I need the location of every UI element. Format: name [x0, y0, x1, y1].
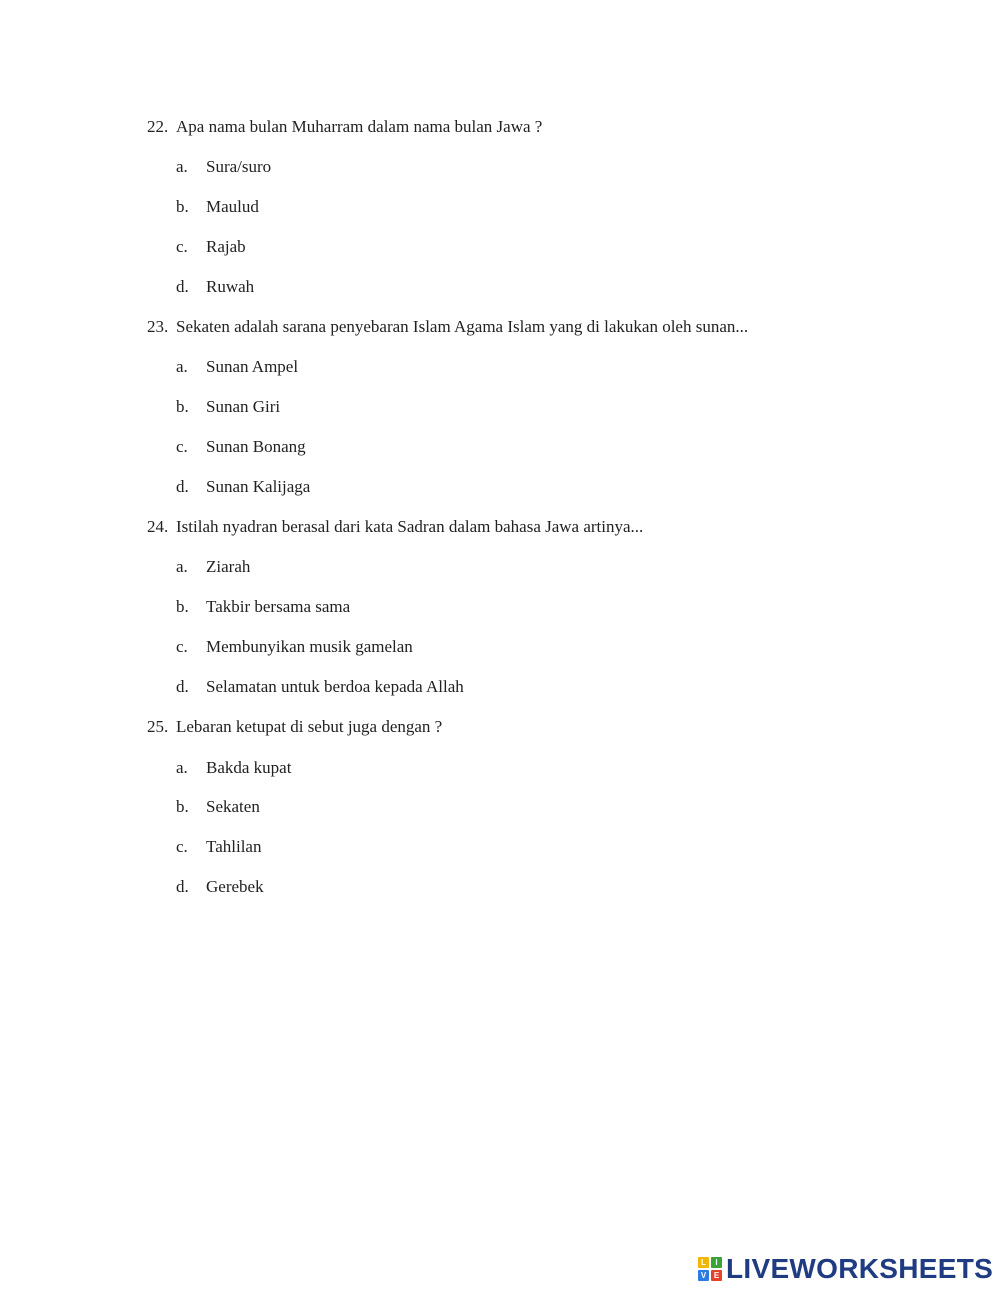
option-text: Ruwah: [206, 277, 255, 296]
option-text: Gerebek: [206, 877, 264, 896]
option-text: Ziarah: [206, 557, 251, 576]
question-25-option-d[interactable]: [176, 876, 264, 898]
option-text: Sunan Ampel: [206, 357, 299, 376]
question-text: Apa nama bulan Muharram dalam nama bulan Jawa ?: [176, 117, 543, 136]
logo-icon-tile-v: V: [698, 1270, 709, 1281]
option-text: Bakda kupat: [206, 758, 292, 777]
logo-icon-tile-i: I: [711, 1257, 722, 1268]
option-letter: c.: [176, 637, 188, 656]
question-text: Sekaten adalah sarana penyebaran Islam Agama Islam yang di lakukan oleh sunan...: [176, 317, 749, 336]
logo-icon-tile-e: E: [711, 1270, 722, 1281]
option-letter: c.: [176, 837, 188, 856]
option-text: Selamatan untuk berdoa kepada Allah: [206, 677, 464, 696]
question-23-option-d[interactable]: [176, 476, 310, 498]
question-25-option-b[interactable]: [176, 796, 260, 818]
question-23-option-c[interactable]: [176, 436, 306, 458]
option-text: Maulud: [206, 197, 259, 216]
option-letter: d.: [176, 277, 189, 296]
question-text: Lebaran ketupat di sebut juga dengan ?: [176, 717, 443, 736]
option-text: Sura/suro: [206, 157, 272, 176]
liveworksheets-logo: [698, 1255, 993, 1283]
option-letter: d.: [176, 677, 189, 696]
option-letter: d.: [176, 877, 189, 896]
option-letter: c.: [176, 437, 188, 456]
option-letter: a.: [176, 157, 188, 176]
question-text: Istilah nyadran berasal dari kata Sadran dalam bahasa Jawa artinya...: [176, 517, 644, 536]
option-text: Sunan Kalijaga: [206, 477, 311, 496]
question-24: [147, 516, 643, 538]
question-24-option-c[interactable]: [176, 636, 413, 658]
option-text: Sekaten: [206, 797, 260, 816]
question-23-option-a[interactable]: [176, 356, 298, 378]
question-number: 23.: [147, 317, 169, 336]
question-25-option-a[interactable]: [176, 757, 291, 779]
question-24-option-d[interactable]: [176, 676, 464, 698]
option-text: Sunan Bonang: [206, 437, 306, 456]
question-24-option-b[interactable]: [176, 596, 350, 618]
option-text: Takbir bersama sama: [206, 597, 351, 616]
question-22-option-b[interactable]: [176, 196, 259, 218]
question-24-option-a[interactable]: [176, 556, 250, 578]
question-22-option-d[interactable]: [176, 276, 254, 298]
option-letter: a.: [176, 557, 188, 576]
question-number: 22.: [147, 117, 169, 136]
question-25-option-c[interactable]: [176, 836, 261, 858]
question-number: 25.: [147, 717, 169, 736]
option-letter: b.: [176, 397, 189, 416]
option-letter: b.: [176, 197, 189, 216]
option-letter: c.: [176, 237, 188, 256]
question-23-option-b[interactable]: [176, 396, 280, 418]
question-22-option-a[interactable]: [176, 156, 271, 178]
question-22-option-c[interactable]: [176, 236, 246, 258]
option-text: Sunan Giri: [206, 397, 281, 416]
option-letter: a.: [176, 758, 188, 777]
option-text: Membunyikan musik gamelan: [206, 637, 413, 656]
option-letter: a.: [176, 357, 188, 376]
question-22: [147, 116, 542, 138]
option-text: Tahlilan: [206, 837, 262, 856]
logo-text: LIVEWORKSHEETS: [726, 1253, 994, 1284]
logo-icon-tile-l: L: [698, 1257, 709, 1268]
question-25: [147, 716, 442, 738]
option-text: Rajab: [206, 237, 246, 256]
liveworksheets-logo-icon: [698, 1257, 722, 1281]
option-letter: b.: [176, 597, 189, 616]
option-letter: d.: [176, 477, 189, 496]
question-23: [147, 316, 748, 338]
option-letter: b.: [176, 797, 189, 816]
question-number: 24.: [147, 517, 169, 536]
